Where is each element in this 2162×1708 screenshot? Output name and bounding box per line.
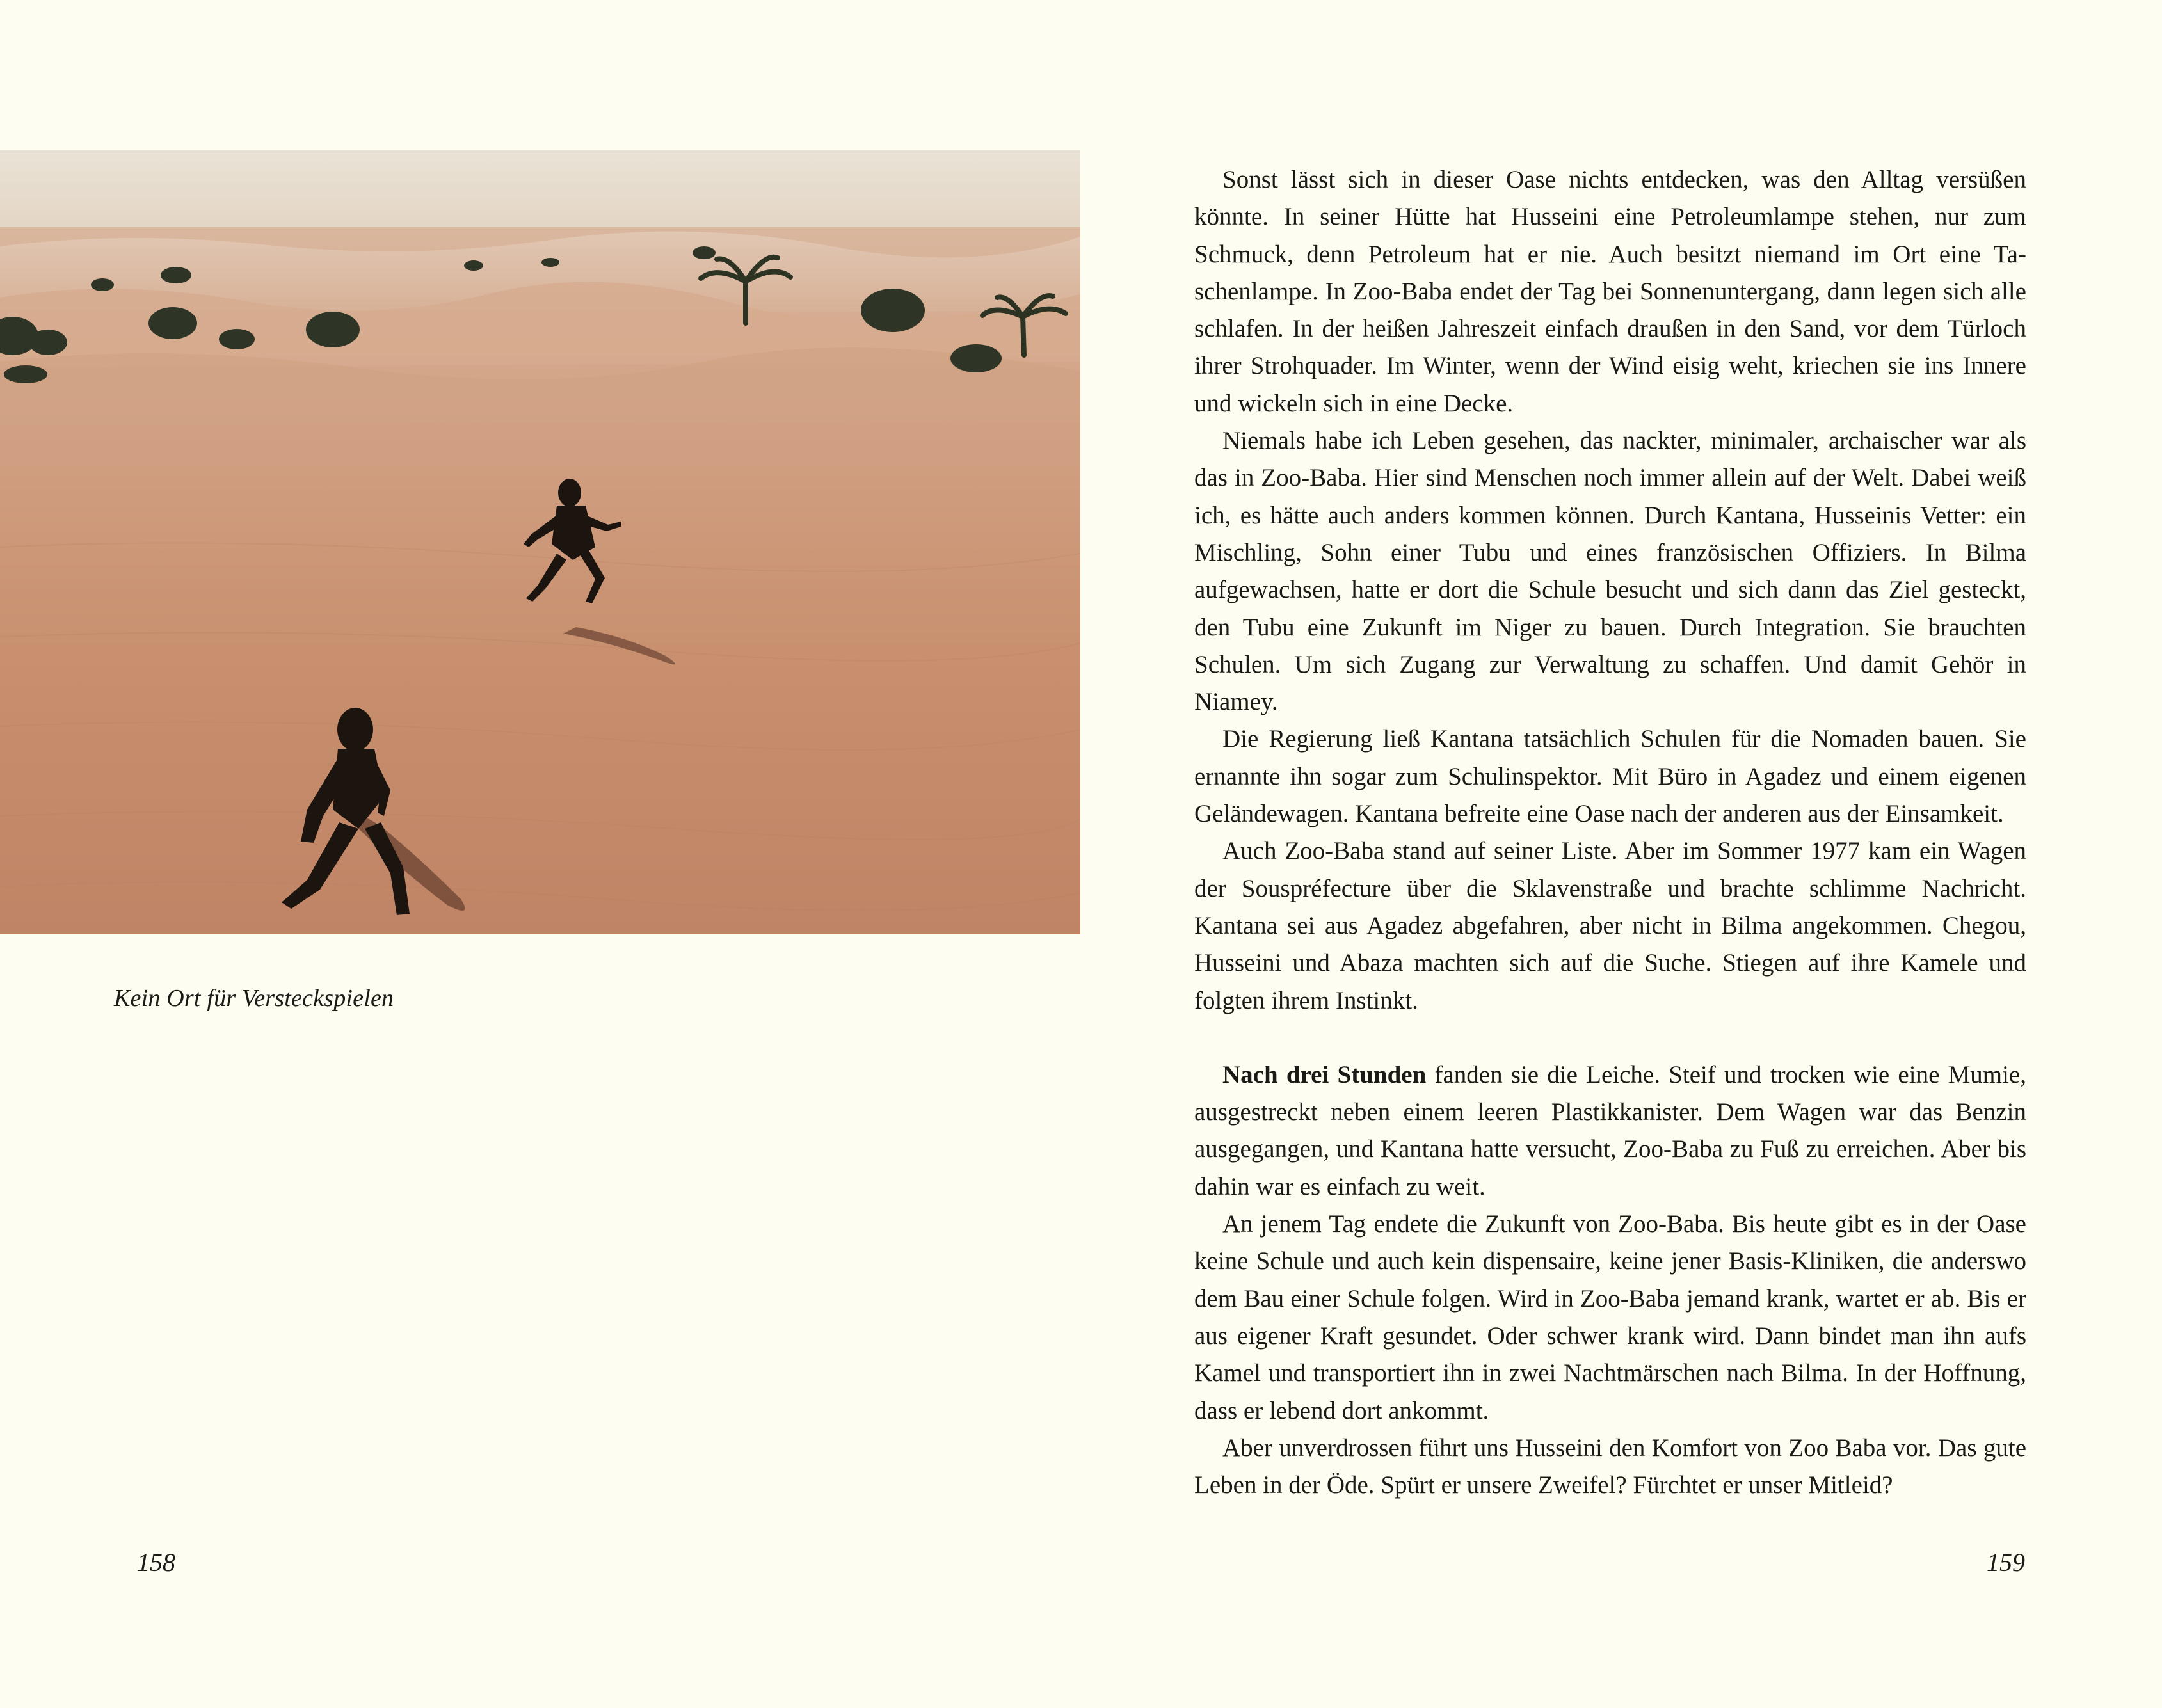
paragraph-6 bbox=[1194, 1206, 2026, 1430]
paragraph-1 bbox=[1194, 161, 2026, 422]
paragraph-7 bbox=[1194, 1430, 2026, 1504]
desert-photo bbox=[0, 150, 1080, 934]
paragraph-text: Sonst lässt sich in dieser Oase nichts entdecken, was den Alltag versüßen könnte. In seiner Hütte hat Husseini eine Petroleumlampe stehen, nur zum Schmuck, denn Petroleum hat er nie. Auch besitzt niemand im Ort eine Taschenlampe. In Zoo-Baba endet der Tag bei Sonnenuntergang, dann legen sich alle schlafen. In der heißen Jahreszeit einfach draußen in den Sand, vor dem Türloch ihrer Strohquader. Im Winter, wenn der Wind eisig weht, kriechen sie ins Innere und wickeln sich in eine Decke. bbox=[1194, 166, 2026, 417]
photo-caption: Kein Ort für Versteckspielen bbox=[114, 985, 394, 1012]
paragraph-text: Auch Zoo-Baba stand auf seiner Liste. Aber im Sommer 1977 kam ein Wagen der Souspréfecture über die Sklavenstraße und brachte schlimme Nachricht. Kantana sei aus Agadez abgefahren, aber nicht in Bilma angekommen. Chegou, Husseini und Abaza machten sich auf die Suche. Stiegen auf ihre Kamele und folgten ihrem Instinkt. bbox=[1194, 837, 2026, 1014]
paragraph-text: Die Regierung ließ Kantana tatsächlich Schulen für die Nomaden bauen. Sie ernannte ihn sogar zum Schulinspektor. Mit Büro in Agadez und einem eigenen Geländewagen. Kantana befreite eine Oase nach der anderen aus der Einsamkeit. bbox=[1194, 725, 2026, 828]
paragraph-text: fanden sie die Leiche. Steif und trocken wie eine Mumie, ausgestreckt neben einem leeren Plastikkanister. Dem Wagen war das Benzin ausgegangen, und Kantana hatte versucht, Zoo-Baba zu Fuß zu erreichen. Aber bis dahin war es einfach zu weit. bbox=[1194, 1060, 2026, 1201]
section-lead-in: Nach drei Stunden bbox=[1222, 1060, 1427, 1089]
paragraph-text: Niemals habe ich Leben gesehen, das nackter, minimaler, archaischer war als das in Zoo-Baba. Hier sind Menschen noch immer allein auf der Welt. Dabei weiß ich, es hätte auch anders kommen können. Durch Kantana, Husseinis Vetter: ein Mischling, Sohn einer Tubu und eines französischen Offiziers. In Bilma aufgewachsen, hatte er dort die Schule besucht und sich dann das Ziel gesteckt, den Tubu eine Zukunft im Niger zu bauen. Durch Integration. Sie brauchten Schulen. Um sich Zugang zur Verwaltung zu schaffen. Und damit Gehör in Niamey. bbox=[1194, 427, 2026, 716]
page-number-left: 158 bbox=[137, 1548, 175, 1577]
desert-photo-image bbox=[0, 150, 1080, 934]
body-text bbox=[1194, 161, 2026, 1504]
paragraph-text: An jenem Tag endete die Zukunft von Zoo-Baba. Bis heute gibt es in der Oase keine Schule und auch kein dispensaire, keine jener Basis-Kliniken, die anderswo dem Bau einer Schule folgen. Wird in Zoo-Baba jemand krank, wartet er ab. Bis er aus eigener Kraft gesundet. Oder schwer krank wird. Dann bindet man ihn aufs Kamel und transportiert ihn in zwei Nachtmärschen nach Bilma. In der Hoffnung, dass er lebend dort ankommt. bbox=[1194, 1210, 2026, 1425]
page-number-right: 159 bbox=[1987, 1548, 2025, 1577]
paragraph-5 bbox=[1194, 1057, 2026, 1206]
paragraph-text: Aber unverdrossen führt uns Husseini den Komfort von Zoo Baba vor. Das gute Leben in der Öde. Spürt er unsere Zweifel? Fürchtet er unser Mitleid? bbox=[1194, 1433, 2026, 1499]
paragraph-3 bbox=[1194, 721, 2026, 833]
paragraph-2 bbox=[1194, 422, 2026, 721]
paragraph-4 bbox=[1194, 833, 2026, 1019]
